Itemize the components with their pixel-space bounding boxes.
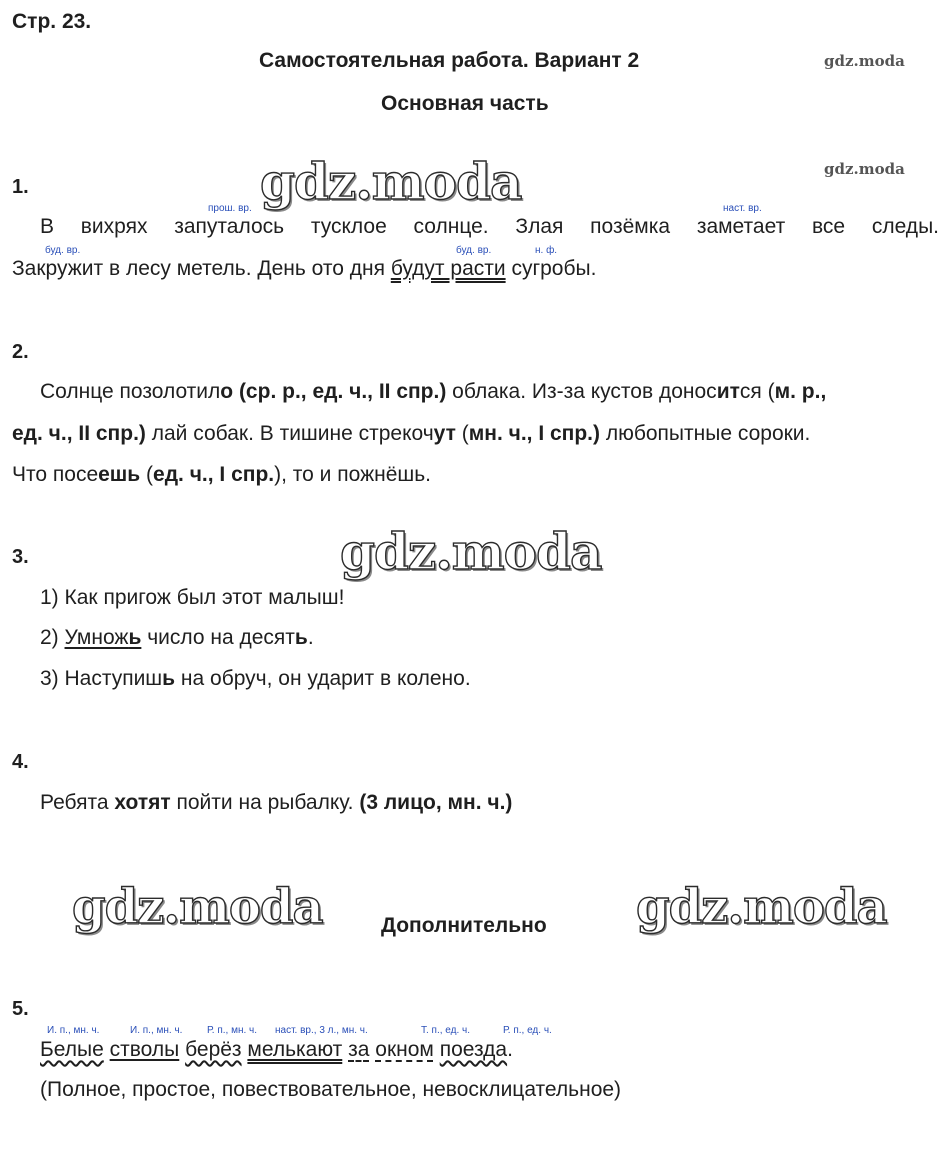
annotation-past-tense: прош. вр.: [208, 203, 252, 214]
task-3-sentence-3: 3) Наступишь на обруч, он ударит в колено.: [40, 667, 471, 690]
watermark-large-1: gdz.moda: [260, 152, 522, 211]
annotation-word-1: И. п., мн. ч.: [47, 1025, 100, 1036]
word-attribute-2: берёз: [185, 1038, 242, 1061]
task-5-number: 5.: [12, 998, 29, 1020]
task-1-line-1: В вихрях запуталось тусклое солнце. Злая позёмка заметает все следы.: [40, 215, 939, 238]
task-4-sentence: Ребята хотят пойти на рыбалку. (3 лицо, мн. ч.): [40, 791, 513, 814]
task-4-number: 4.: [12, 751, 29, 773]
annotation-infinitive: н. ф.: [535, 245, 558, 256]
annotation-future-tense-1: буд. вр.: [45, 245, 81, 256]
watermark-large-3: gdz.moda: [72, 879, 323, 935]
watermark-small-mid: gdz.moda: [824, 160, 905, 178]
page-subtitle: Основная часть: [381, 92, 549, 115]
word-attribute: Белые: [40, 1038, 104, 1061]
underlined-verb: Умножь: [64, 626, 142, 649]
annotation-future-tense-2: буд. вр.: [456, 245, 492, 256]
annotation-word-4: наст. вр., 3 л., мн. ч.: [275, 1025, 368, 1036]
task-3-sentence-1: 1) Как пригож был этот малыш!: [40, 586, 345, 609]
task-2-line-1: Солнце позолотило (ср. р., ед. ч., II спр.) облака. Из-за кустов доносится (м. р.,: [40, 380, 827, 403]
task-1-number: 1.: [12, 176, 29, 198]
task-5-sentence: Белые стволы берёз мелькают за окном поезда.: [40, 1038, 513, 1061]
extra-heading: Дополнительно: [381, 914, 547, 937]
annotation-word-6: Т. п., ед. ч.: [421, 1025, 471, 1036]
task-3-sentence-2: 2) Умножь число на десять.: [40, 626, 314, 649]
word-preposition: за: [348, 1038, 370, 1061]
watermark-large-4: gdz.moda: [636, 879, 887, 935]
word-predicate: мелькают: [247, 1038, 343, 1061]
task-1-line-2: Закружит в лесу метель. День ото дня будут расти сугробы.: [12, 257, 597, 280]
annotation-present-tense: наст. вр.: [723, 203, 762, 214]
annotation-word-7: Р. п., ед. ч.: [503, 1025, 552, 1036]
task-5-note: (Полное, простое, повествовательное, невосклицательное): [40, 1078, 622, 1101]
watermark-small-top: gdz.moda: [824, 52, 905, 70]
word-object: окном: [375, 1038, 434, 1061]
watermark-large-2: gdz.moda: [340, 522, 602, 581]
annotation-word-2: И. п., мн. ч.: [130, 1025, 183, 1036]
annotation-word-3: Р. п., мн. ч.: [207, 1025, 258, 1036]
task-3-number: 3.: [12, 546, 29, 568]
task-2-line-3: Что посеешь (ед. ч., I спр.), то и пожнёшь.: [12, 463, 432, 486]
task-2-line-2: ед. ч., II спр.) лай собак. В тишине стрекочут (мн. ч., I спр.) любопытные сороки.: [12, 422, 811, 445]
double-underlined-predicate: будут расти: [390, 257, 506, 280]
task-2-number: 2.: [12, 341, 29, 363]
page-title: Самостоятельная работа. Вариант 2: [259, 49, 640, 72]
page-number: Стр. 23.: [12, 10, 92, 33]
word-attribute-3: поезда: [439, 1038, 508, 1061]
word-subject: стволы: [109, 1038, 180, 1061]
